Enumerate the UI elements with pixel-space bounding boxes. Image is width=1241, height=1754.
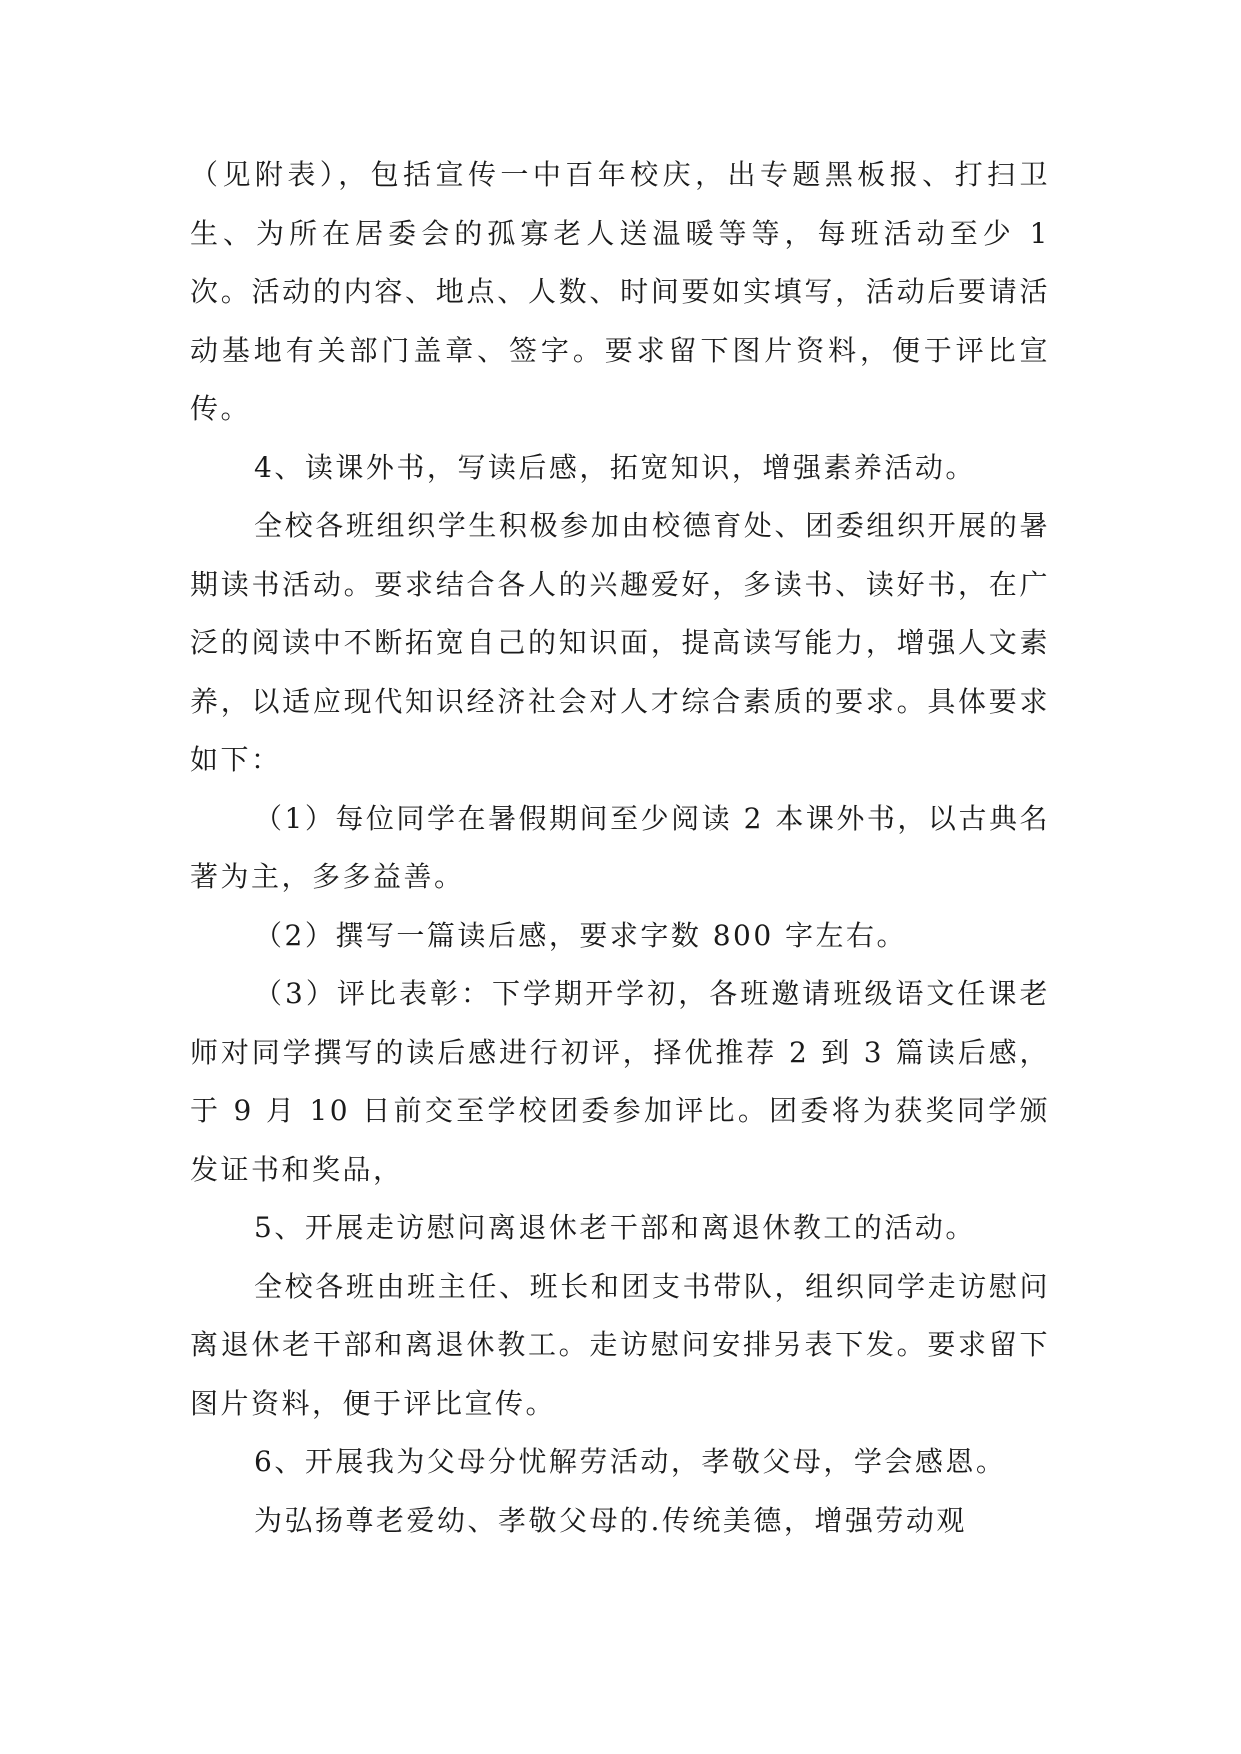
requirement-item-2: （2）撰写一篇读后感，要求字数 800 字左右。 — [254, 918, 908, 952]
paragraph-continuation: （见附表），包括宣传一中百年校庆，出专题黑板报、打扫卫生、为所在居委会的孤寡老人送温暖等等，每班活动至少 1 次。活动的内容、地点、人数、时间要如实填写，活动后要请活动基地有关部门盖章、签字。要求留下图片资料，便于评比宣传。 — [190, 158, 1050, 425]
section-heading-5: 5、开展走访慰问离退休老干部和离退休教工的活动。 — [254, 1211, 976, 1244]
requirement-item-3: （3）评比表彰：下学期开学初，各班邀请班级语文任课老师对同学撰写的读后感进行初评，择优推荐 2 到 3 篇读后感，于 9 月 10 日前交至学校团委参加评比。团委将为获奖同学颁发证书和奖品， — [190, 977, 1050, 1186]
paragraph-reading-activity: 全校各班组织学生积极参加由校德育处、团委组织开展的暑期读书活动。要求结合各人的兴趣爱好，多读书、读好书，在广泛的阅读中不断拓宽自己的知识面，提高读写能力，增强人文素养，以适应现代知识经济社会对人才综合素质的要求。具体要求如下： — [190, 509, 1050, 776]
section-heading-6: 6、开展我为父母分忧解劳活动，孝敬父母，学会感恩。 — [254, 1445, 1007, 1478]
document-body — [190, 146, 1050, 1550]
paragraph-filial-activity: 为弘扬尊老爱幼、孝敬父母的.传统美德，增强劳动观 — [254, 1503, 967, 1537]
paragraph-visit-activity: 全校各班由班主任、班长和团支书带队，组织同学走访慰问离退休老干部和离退休教工。走访慰问安排另表下发。要求留下图片资料，便于评比宣传。 — [190, 1269, 1050, 1420]
requirement-item-1: （1）每位同学在暑假期间至少阅读 2 本课外书，以古典名著为主，多多益善。 — [190, 801, 1050, 893]
section-heading-4: 4、读课外书，写读后感，拓宽知识，增强素养活动。 — [254, 450, 976, 484]
